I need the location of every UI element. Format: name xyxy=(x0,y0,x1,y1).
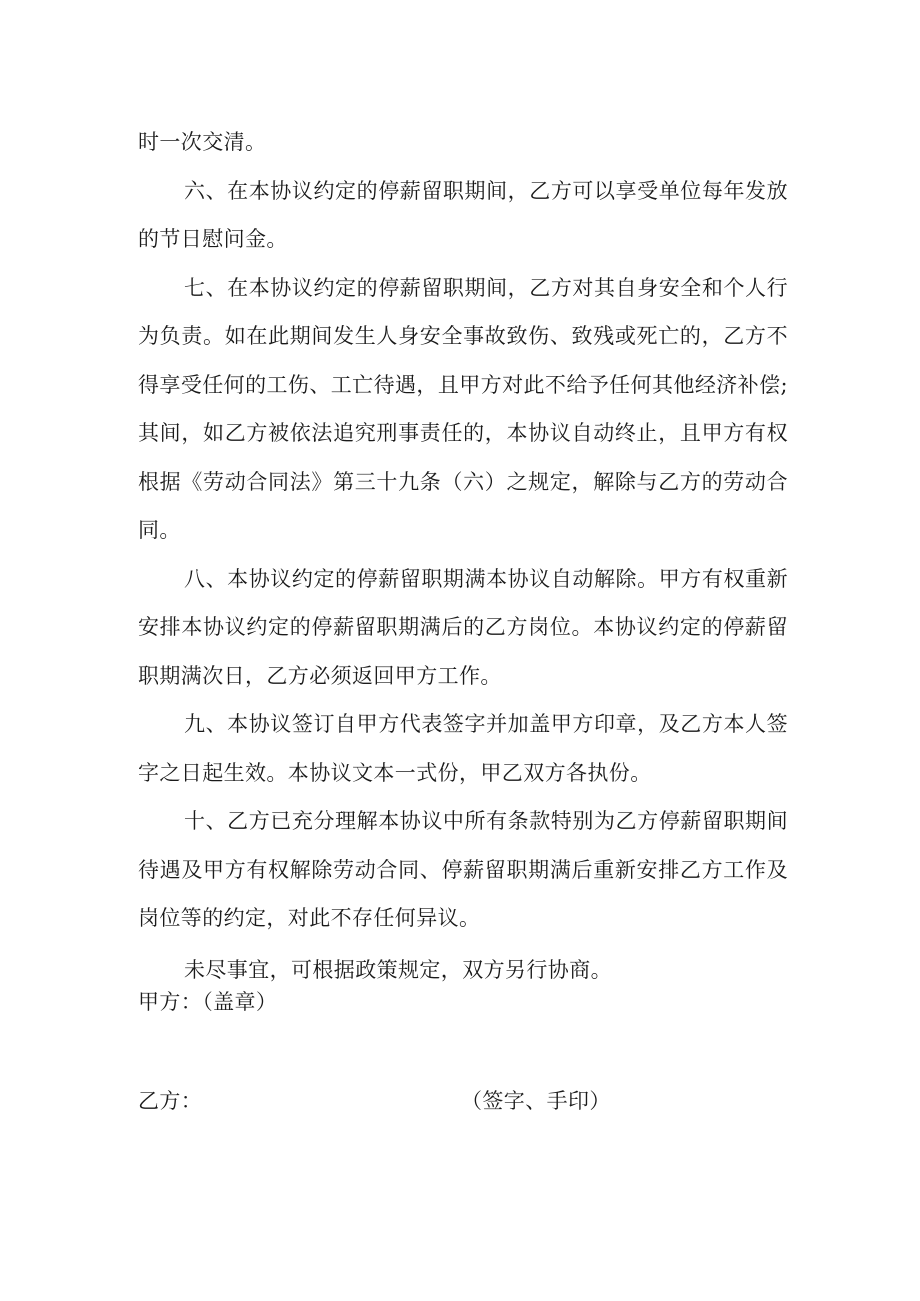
party-b-signature xyxy=(138,1086,788,1116)
document-page xyxy=(138,118,788,1116)
clause-ten: 十、乙方已充分理解本协议中所有条款特别为乙方停薪留职期间待遇及甲方有权解除劳动合同、停薪留职期满后重新安排乙方工作及岗位等的约定，对此不存任何异议。 xyxy=(138,809,788,930)
closing-statement: 未尽事宜，可根据政策规定，双方另行协商。 xyxy=(184,957,612,982)
party-a-signature: 甲方：（盖章） xyxy=(138,989,278,1014)
continuation-text: 时一次交清。 xyxy=(138,130,267,154)
clause-nine: 九、本协议签订自甲方代表签字并加盖甲方印章，及乙方本人签字之日起生效。本协议文本一式份，甲乙双方各执份。 xyxy=(138,712,788,785)
clause-six: 六、在本协议约定的停薪留职期间，乙方可以享受单位每年发放的节日慰问金。 xyxy=(138,178,788,251)
party-b-label: 乙方： xyxy=(138,1088,203,1113)
clause-seven: 七、在本协议约定的停薪留职期间，乙方对其自身安全和个人行为负责。如在此期间发生人身安全事故致伤、致残或死亡的，乙方不得享受任何的工伤、工亡待遇，且甲方对此不给予任何其他经济补偿;其间，如乙方被依法追究刑事责任的，本协议自动终止，且甲方有权根据《劳动合同法》第三十九条（六）之规定，解除与乙方的劳动合同。 xyxy=(138,275,788,542)
clause-eight: 八、本协议约定的停薪留职期满本协议自动解除。甲方有权重新安排本协议约定的停薪留职期满后的乙方岗位。本协议约定的停薪留职期满次日，乙方必须返回甲方工作。 xyxy=(138,566,788,688)
party-b-signature-note: （签字、手印） xyxy=(461,1088,611,1113)
